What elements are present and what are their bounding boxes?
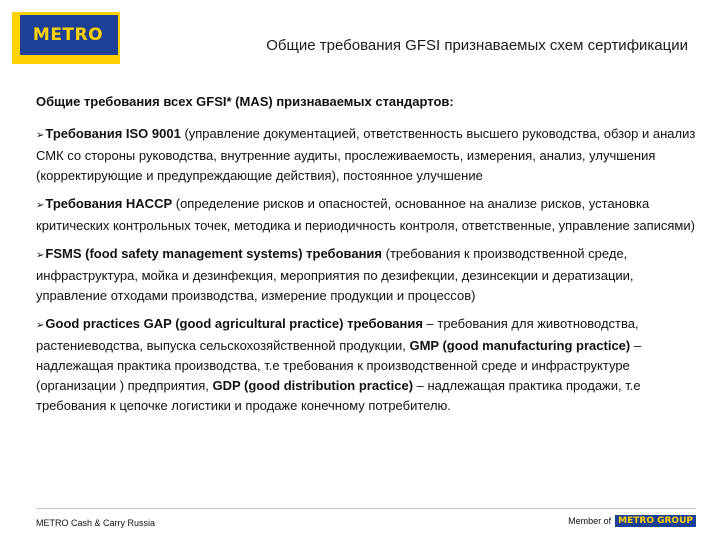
item-title-gmp: GMP (good manufacturing practice) xyxy=(409,338,631,353)
item-text: (управление документацией, ответственность высшего руководства, обзор и анализ СМК со стороны руководства, внутренние аудиты, прослеживаемость, измерения, анализ, улучшения (корректирующие и предупреждающие действия), постоянное улучшение xyxy=(36,126,696,183)
arrow-bullet-icon: ➢ xyxy=(36,130,45,141)
arrow-bullet-icon: ➢ xyxy=(36,200,45,211)
member-of-label: Member of xyxy=(568,516,612,526)
arrow-bullet-icon: ➢ xyxy=(36,320,45,331)
item-title: Требования ISO 9001 xyxy=(45,126,181,141)
footer-company: METRO Cash & Carry Russia xyxy=(36,518,156,528)
item-text-gdp: – надлежащая практика продажи, т.е требования к цепочке логистики и продаже конечному потребителю. xyxy=(36,378,641,413)
list-item-iso9001 xyxy=(36,124,696,186)
page-title: Общие требования GFSI признаваемых схем сертификации xyxy=(266,37,688,54)
item-text-gap: – требования для животноводства, растениеводства, выпуска сельскохозяйственной продукции, xyxy=(36,316,639,353)
footer-divider xyxy=(36,508,696,509)
title-band xyxy=(120,12,708,64)
item-title-gdp: GDP (good distribution practice) xyxy=(212,378,414,393)
item-text: (определение рисков и опасностей, основанное на анализе рисков, установка критических контрольных точек, методика и периодичность контроля, ответственные, управление записями) xyxy=(36,196,695,233)
slide-content xyxy=(36,92,696,424)
list-item-haccp xyxy=(36,194,696,236)
content-heading: Общие требования всех GFSI* (MAS) признаваемых стандартов: xyxy=(36,94,454,109)
item-title: Требования HACCP xyxy=(45,196,173,211)
footer-member xyxy=(568,515,696,527)
metro-logo: METRO xyxy=(20,15,116,55)
metro-group-logo: METRO GROUP xyxy=(615,515,696,527)
list-item-good-practices xyxy=(36,314,696,416)
list-item-fsms xyxy=(36,244,696,306)
item-text: (требования к производственной среде, инфраструктура, мойка и дезинфекция, мероприятия по дезифекции, дезинсекции и дератизации, управление отходами производства, измерение продукции и процессов) xyxy=(36,246,634,303)
arrow-bullet-icon: ➢ xyxy=(36,250,45,261)
item-title: FSMS (food safety management systems) требования xyxy=(45,246,382,261)
logo-divider xyxy=(116,15,118,55)
item-text-gmp: – надлежащая практика производства, т.е требования к производственной среде и инфраструктуре (организации ) предприятия, xyxy=(36,338,642,393)
header-bar xyxy=(12,12,708,64)
item-title-gap: Good practices GAP (good agricultural practice) требования xyxy=(45,316,423,331)
